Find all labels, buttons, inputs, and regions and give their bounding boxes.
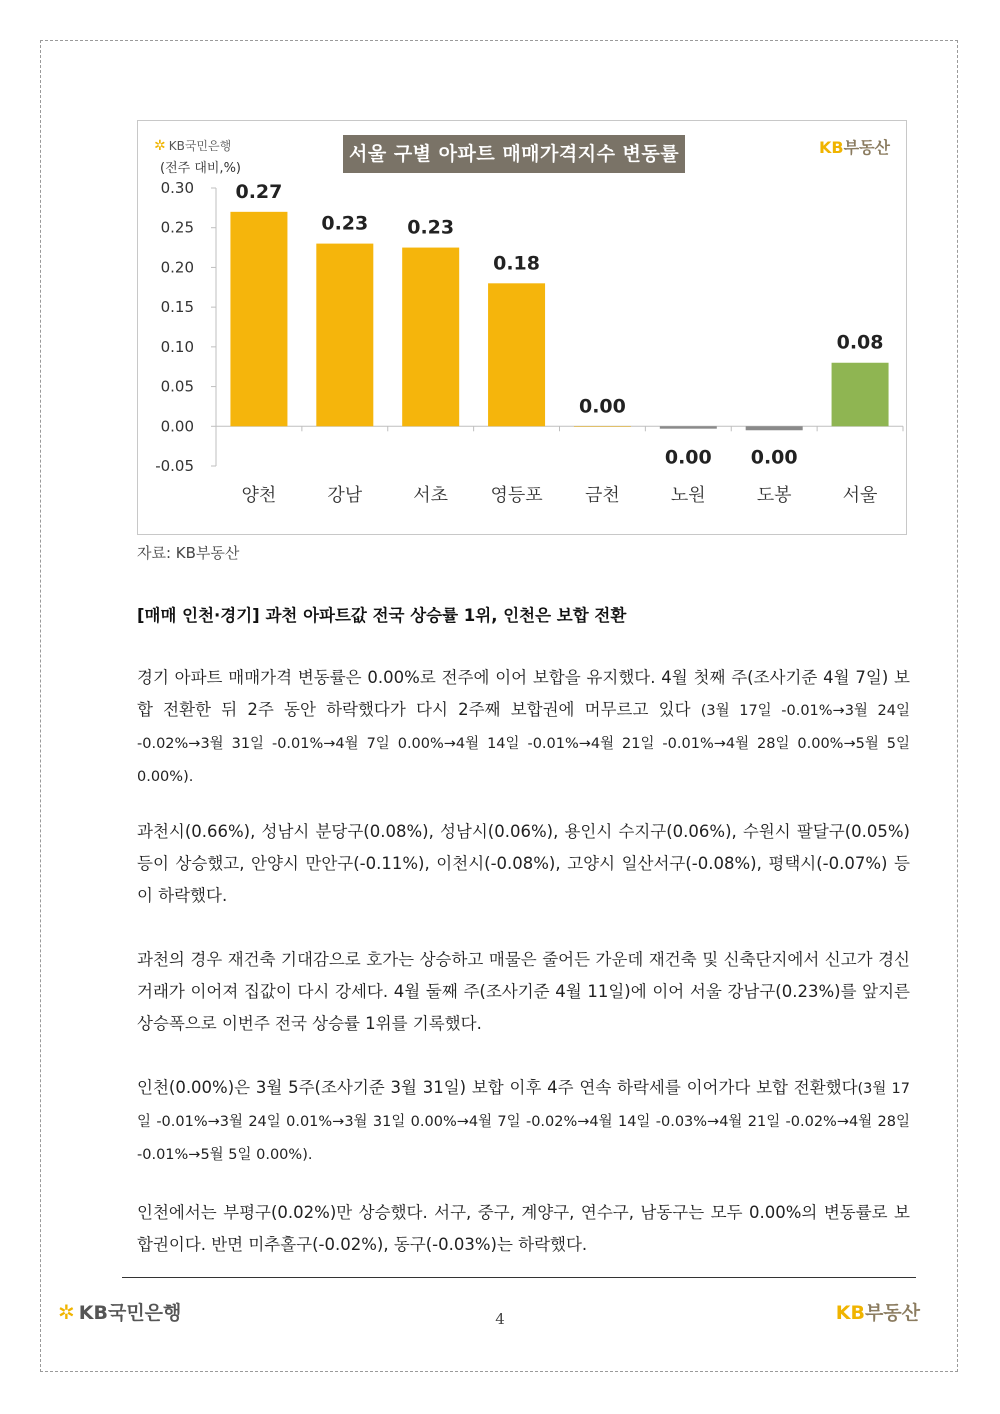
chart-source: 자료: KB부동산 xyxy=(137,544,240,562)
data-label-5: 0.00 xyxy=(578,395,626,418)
data-label-3: 0.23 xyxy=(407,216,455,239)
bar-chart-svg xyxy=(138,121,908,536)
star-icon: ✲ xyxy=(154,137,166,154)
data-label-4: 0.18 xyxy=(493,252,541,275)
category-label-8: 서울 xyxy=(842,485,878,506)
bar-8 xyxy=(832,363,889,427)
kb-realestate-logo xyxy=(819,135,890,158)
footer-kb-realestate-logo xyxy=(836,1298,920,1325)
category-label-7: 도봉 xyxy=(756,485,792,506)
category-label-1: 양천 xyxy=(241,485,277,506)
bar-chart xyxy=(137,120,907,535)
data-label-6: 0.00 xyxy=(664,446,712,469)
bar-4 xyxy=(488,283,545,426)
bar-1 xyxy=(230,212,287,426)
section-heading: [매매 인천·경기] 과천 아파트값 전국 상승률 1위, 인천은 보합 전환 xyxy=(137,606,627,625)
bar-2 xyxy=(316,244,373,427)
kb-bank-logo-small xyxy=(154,137,231,154)
category-label-5: 금천 xyxy=(585,485,620,506)
paragraph-4-text: 인천(0.00%)은 3월 5주(조사기준 3월 31일) 보합 이후 4주 연속 하락세를 이어가다 보합 전환했다 xyxy=(137,1078,858,1097)
paragraph-1-text: 경기 아파트 매매가격 변동률은 0.00%로 전주에 이어 보합을 유지했다. 4월 첫째 주(조사기준 4월 7일) 보합 전환한 뒤 2주 동안 하락했다가 다시 2주째 보합권에 머무르고 있다 xyxy=(137,668,910,719)
y-tick-label: 0.15 xyxy=(160,298,194,317)
chart-unit-label: (전주 대비,%) xyxy=(160,161,241,176)
category-label-2: 강남 xyxy=(327,485,363,506)
footer-divider xyxy=(122,1277,916,1278)
bar-6 xyxy=(660,426,717,428)
y-tick-label: 0.20 xyxy=(160,258,194,277)
category-label-3: 서초 xyxy=(413,485,449,506)
y-tick-label: -0.05 xyxy=(155,457,194,475)
kb-brand-text: 부동산 xyxy=(843,138,890,157)
paragraph-3: 과천의 경우 재건축 기대감으로 호가는 상승하고 매물은 줄어든 가운데 재건축 및 신축단지에서 신고가 경신 거래가 이어져 집값이 다시 강세다. 4월 둘째 주(조사기준 4월 11일)에 이어 서울 강남구(0.23%)를 앞지른 상승폭으로 이번주 전국 상승률 1위를 기록했다. xyxy=(137,950,910,1033)
paragraph-1 xyxy=(137,662,910,793)
y-tick-label: 0.25 xyxy=(160,218,194,237)
y-tick-label: 0.10 xyxy=(160,337,194,356)
bar-3 xyxy=(402,248,459,427)
footer-kb-brand-kb: KB xyxy=(835,1302,865,1324)
y-tick-label: 0.30 xyxy=(160,179,194,197)
bar-7 xyxy=(746,426,803,430)
data-label-2: 0.23 xyxy=(321,212,369,235)
paragraph-4-detail: (3월 17일 -0.01%→3월 24일 0.01%→3월 31일 0.00%→4월 7일 -0.02%→4월 14일 -0.03%→4월 21일 -0.02%→4월 28일 -0.01%→5월 5일 0.00%). xyxy=(137,1081,910,1163)
kb-bank-logo-text: KB국민은행 xyxy=(168,139,232,153)
paragraph-2: 과천시(0.66%), 성남시 분당구(0.08%), 성남시(0.06%), 용인시 수지구(0.06%), 수원시 팔달구(0.05%) 등이 상승했고, 안양시 만안구(-0.11%), 이천시(-0.08%), 고양시 일산서구(-0.08%), 평택시(-0.07%) 등이 하락했다. xyxy=(137,822,910,905)
y-tick-label: 0.05 xyxy=(160,377,194,396)
footer-kb-bank-text: KB국민은행 xyxy=(78,1302,182,1324)
chart-title: 서울 구별 아파트 매매가격지수 변동률 xyxy=(343,135,685,173)
paragraph-4 xyxy=(137,1072,910,1171)
data-label-8: 0.08 xyxy=(836,331,884,354)
paragraph-5: 인천에서는 부평구(0.02%)만 상승했다. 서구, 중구, 계양구, 연수구, 남동구는 모두 0.00%의 변동률로 보합권이다. 반면 미추홀구(-0.02%), 동구(-0.03%)는 하락했다. xyxy=(137,1203,910,1254)
data-label-7: 0.00 xyxy=(750,446,798,469)
y-tick-label: 0.00 xyxy=(160,417,194,436)
page-number: 4 xyxy=(495,1310,505,1328)
category-label-4: 영등포 xyxy=(490,485,543,506)
paragraph-1-detail: (3월 17일 -0.01%→3월 24일 -0.02%→3월 31일 -0.01%→4월 7일 0.00%→4월 14일 -0.01%→4월 21일 -0.01%→4월 28일 0.00%→5월 5일 0.00%). xyxy=(137,703,910,785)
star-icon: ✲ xyxy=(58,1299,75,1324)
data-label-1: 0.27 xyxy=(235,180,283,203)
category-label-6: 노원 xyxy=(670,485,706,506)
kb-brand-kb: KB xyxy=(819,138,844,157)
bar-5 xyxy=(574,426,631,427)
footer-kb-brand-text: 부동산 xyxy=(864,1302,920,1324)
